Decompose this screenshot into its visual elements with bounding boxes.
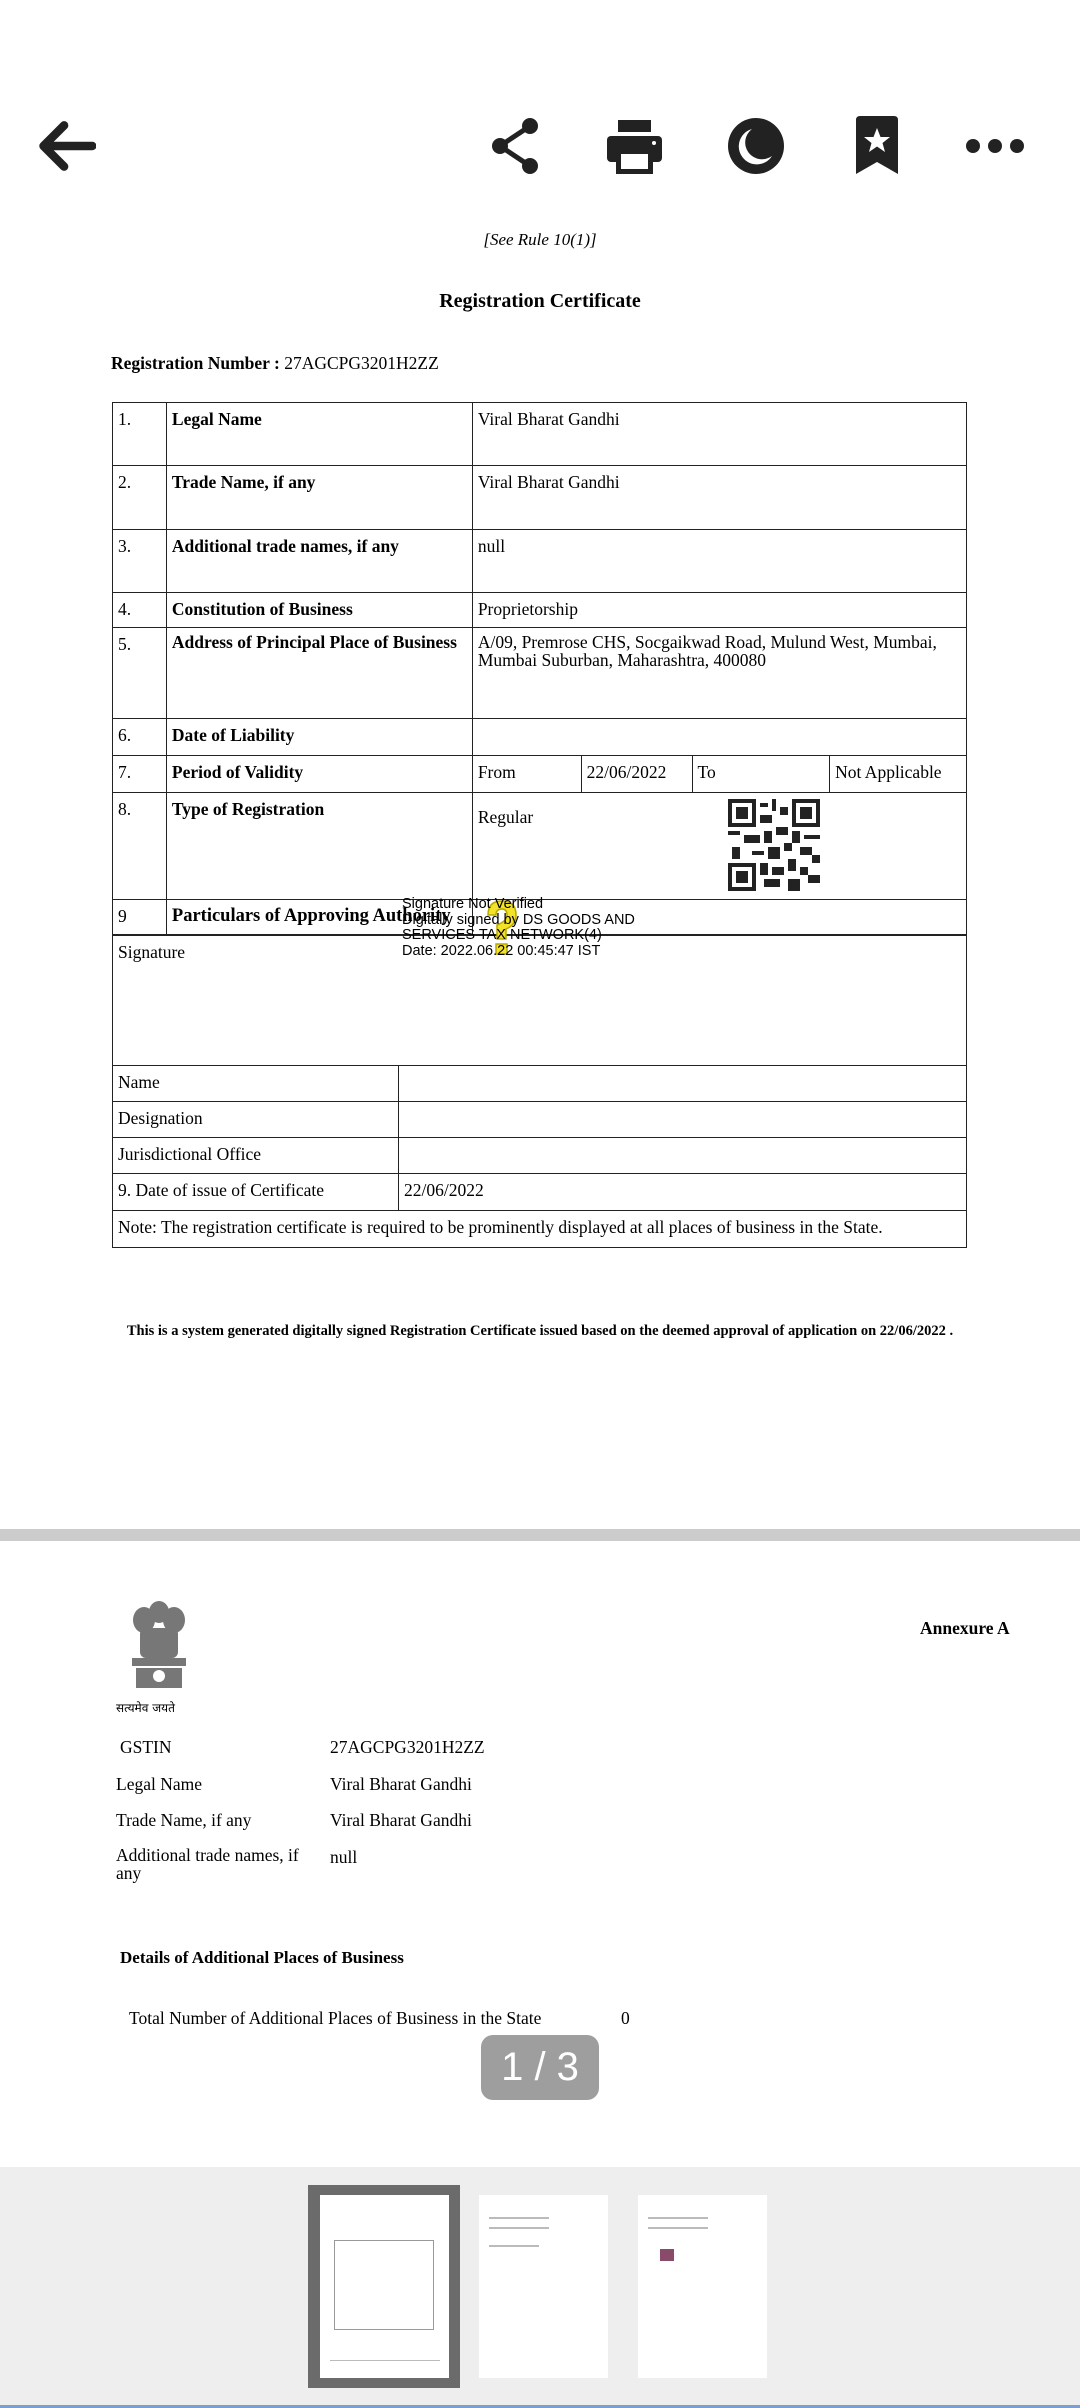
- row-label: Address of Principal Place of Business: [166, 628, 472, 719]
- field-value: 27AGCPG3201H2ZZ: [330, 1737, 485, 1757]
- rule-reference: [See Rule 10(1)]: [483, 230, 597, 249]
- field-value: Viral Bharat Gandhi: [330, 1774, 472, 1794]
- row-value: null: [472, 530, 966, 593]
- thumbnail-page-3[interactable]: [638, 2195, 767, 2378]
- print-icon: [604, 116, 664, 176]
- annexure-title: Annexure A: [920, 1618, 1010, 1638]
- to-date: Not Applicable: [830, 756, 967, 793]
- row-value: Viral Bharat Gandhi: [472, 403, 966, 466]
- row-label: Legal Name: [166, 403, 472, 466]
- thumbnail-page-1[interactable]: [308, 2185, 460, 2388]
- row-number: 4.: [113, 593, 167, 628]
- table-row: [113, 530, 967, 593]
- night-mode-icon: [726, 116, 786, 176]
- to-label: To: [692, 756, 830, 793]
- emblem-caption: सत्यमेव जयते: [116, 1701, 175, 1715]
- stamp-line: Signature Not Verified: [402, 896, 544, 912]
- row-value: A/09, Premrose CHS, Socgaikwad Road, Mulund West, Mumbai, Mumbai Suburban, Maharashtra, 400080: [472, 628, 966, 719]
- table-row: [113, 793, 967, 900]
- row-number: 6.: [113, 719, 167, 756]
- registration-number: [111, 353, 439, 374]
- designation-label: Designation: [113, 1102, 399, 1138]
- row-value: Viral Bharat Gandhi: [472, 466, 966, 530]
- row-label: Particulars of Approving Authority: [166, 900, 472, 935]
- row-value: Proprietorship: [472, 593, 966, 628]
- row-label: Additional trade names, if any: [166, 530, 472, 593]
- row-number: 2.: [113, 466, 167, 530]
- row-label: Date of Liability: [166, 719, 472, 756]
- row-number: 3.: [113, 530, 167, 593]
- field-label: Legal Name: [116, 1774, 202, 1794]
- row-value: [472, 719, 966, 756]
- row-label: Type of Registration: [166, 793, 472, 900]
- table-row: [113, 756, 967, 793]
- from-date: 22/06/2022: [581, 756, 692, 793]
- share-button[interactable]: [485, 116, 545, 176]
- table-row: [113, 628, 967, 719]
- page-separator: [0, 1529, 1080, 1541]
- note: Note: The registration certificate is required to be prominently displayed at all places of business in the State.: [113, 1211, 967, 1248]
- field-label: Trade Name, if any: [116, 1810, 252, 1830]
- stamp-line: Digitally signed by DS GOODS AND: [402, 911, 635, 928]
- field-value: null: [330, 1847, 358, 1867]
- more-button[interactable]: [965, 116, 1025, 176]
- row-label: Period of Validity: [166, 756, 472, 793]
- row-label: Trade Name, if any: [166, 466, 472, 530]
- page-indicator: 1 / 3: [481, 2035, 599, 2100]
- bookmark-icon: [852, 116, 902, 176]
- issue-date-value: 22/06/2022: [399, 1174, 967, 1211]
- certificate-table: [112, 402, 967, 935]
- row-number: 7.: [113, 756, 167, 793]
- issue-date-label: 9. Date of issue of Certificate: [113, 1174, 399, 1211]
- authority-table: [112, 935, 967, 1248]
- name-label: Name: [113, 1066, 399, 1102]
- registration-number-value: 27AGCPG3201H2ZZ: [284, 353, 439, 373]
- bookmark-button[interactable]: [847, 116, 907, 176]
- print-button[interactable]: [604, 116, 664, 176]
- row-number: 1.: [113, 403, 167, 466]
- total-places-label: Total Number of Additional Places of Business in the State: [129, 2008, 542, 2028]
- table-row: [113, 403, 967, 466]
- field-label: Additional trade names, if any: [116, 1845, 299, 1883]
- signature-label: Signature: [113, 936, 967, 1066]
- more-icon: [965, 136, 1025, 156]
- from-label: From: [472, 756, 581, 793]
- stamp-line: SERVICES TAX NETWORK(4): [402, 927, 602, 943]
- annexure-fields: [116, 1737, 485, 1882]
- stamp-line: Date: 2022.06.22 00:45:47 IST: [402, 942, 601, 959]
- row-number: 5.: [113, 628, 167, 719]
- field-label: GSTIN: [120, 1737, 172, 1757]
- qr-code: [728, 799, 820, 891]
- signature-stamp: [402, 897, 635, 959]
- table-row: [113, 466, 967, 530]
- table-row: [113, 593, 967, 628]
- night-mode-button[interactable]: [726, 116, 786, 176]
- field-value: Viral Bharat Gandhi: [330, 1810, 472, 1830]
- row-value-cell: [472, 793, 966, 900]
- registration-number-label: Registration Number :: [111, 353, 280, 373]
- row-value: Regular: [477, 807, 534, 827]
- certificate-title: Registration Certificate: [439, 290, 641, 312]
- jurisdiction-label: Jurisdictional Office: [113, 1138, 399, 1174]
- national-emblem-icon: [126, 1598, 192, 1694]
- back-button[interactable]: [36, 116, 96, 176]
- row-number: 8.: [113, 793, 167, 900]
- table-row: [113, 719, 967, 756]
- row-number: 9: [113, 900, 167, 935]
- row-label: Constitution of Business: [166, 593, 472, 628]
- thumbnail-strip: [0, 2167, 1080, 2408]
- thumbnail-page-2[interactable]: [479, 2195, 608, 2378]
- total-places-value: 0: [621, 2008, 630, 2028]
- system-generated-note: This is a system generated digitally signed Registration Certificate issued based on the deemed approval of application on 22/06/2022 .: [126, 1323, 954, 1339]
- details-heading: Details of Additional Places of Business: [120, 1948, 404, 1967]
- share-icon: [485, 116, 545, 176]
- back-arrow-icon: [36, 116, 96, 176]
